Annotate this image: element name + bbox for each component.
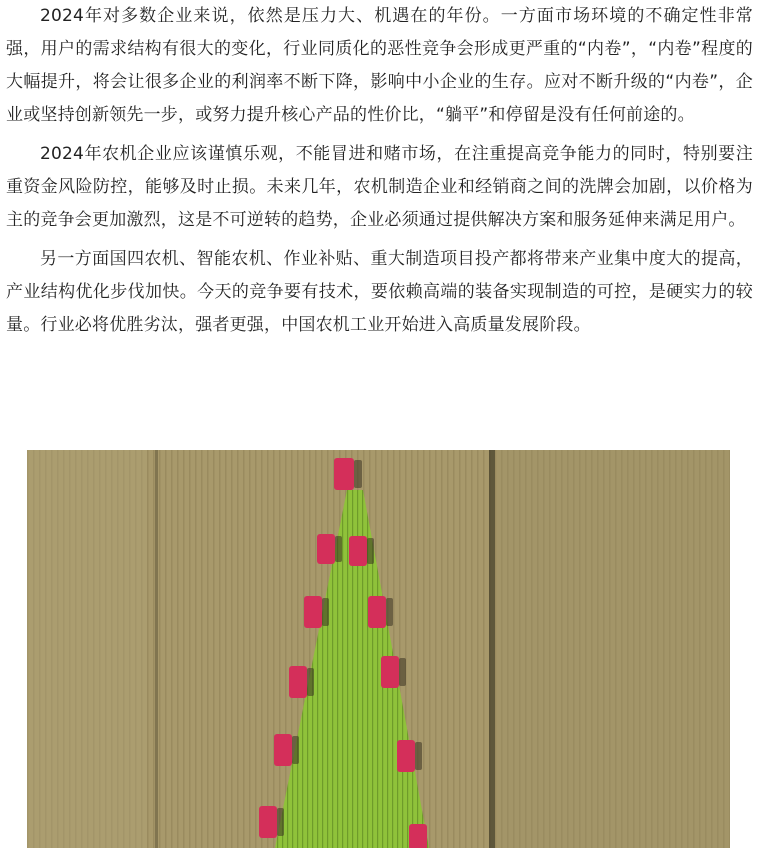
aerial-harvest-photo: [27, 450, 730, 848]
ditch-line: [489, 450, 495, 848]
ditch-line: [155, 450, 158, 848]
harvester: [349, 536, 367, 566]
harvester: [381, 656, 399, 688]
harvester: [317, 534, 335, 564]
field-strip: [497, 450, 730, 848]
article-paragraph: 2024年对多数企业来说，依然是压力大、机遇在的年份。一方面市场环境的不确定性非常强，用户的需求结构有很大的变化，行业同质化的恶性竞争会形成更严重的“内卷”，“内卷”程度的大幅提升，将会让很多企业的利润率不断下降，影响中小企业的生存。应对不断升级的“内卷”，企业或坚持创新领先一步，或努力提升核心产品的性价比，“躺平”和停留是没有任何前途的。: [6, 6, 753, 125]
harvester: [289, 666, 307, 698]
field-strip: [27, 450, 147, 848]
harvester: [409, 824, 427, 848]
article-paragraph: 另一方面国四农机、智能农机、作业补贴、重大制造项目投产都将带来产业集中度大的提高，产业结构优化步伐加快。今天的竞争要有技术，要依赖高端的装备实现制造的可控，是硬实力的较量。行业必将优胜劣汰，强者更强，中国农机工业开始进入高质量发展阶段。: [6, 249, 753, 335]
harvester: [397, 740, 415, 772]
harvester: [259, 806, 277, 838]
harvester: [274, 734, 292, 766]
harvester: [368, 596, 386, 628]
harvester: [304, 596, 322, 628]
harvester: [334, 458, 354, 490]
article-paragraph: 2024年农机企业应该谨慎乐观，不能冒进和赌市场，在注重提高竞争能力的同时，特别要注重资金风险防控，能够及时止损。未来几年，农机制造企业和经销商之间的洗牌会加剧，以价格为主的竞争会更加激烈，这是不可逆转的趋势，企业必须通过提供解决方案和服务延伸来满足用户。: [6, 144, 753, 230]
article-body: [6, 0, 753, 348]
harvest-field-illustration: [27, 450, 730, 848]
